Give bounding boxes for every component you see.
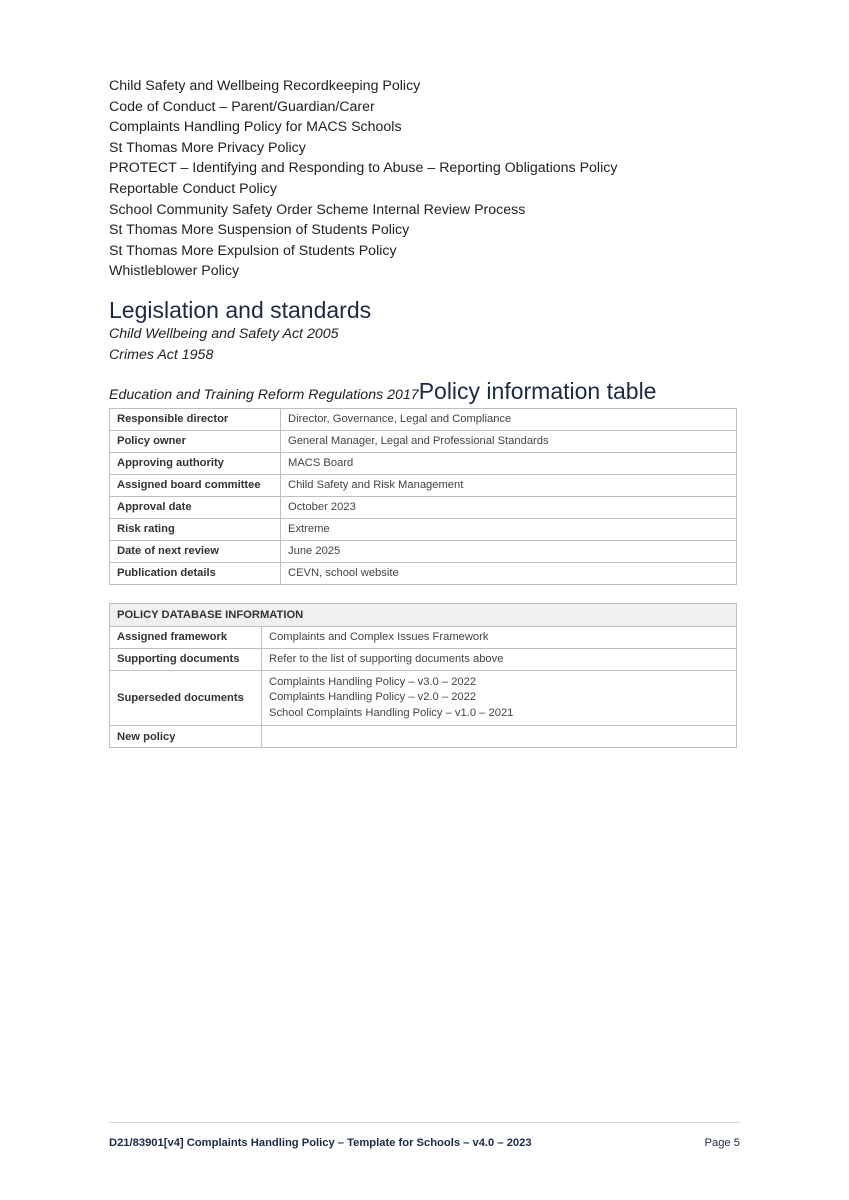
row-value: October 2023 bbox=[281, 496, 737, 518]
page-number: Page 5 bbox=[704, 1137, 740, 1149]
table-row bbox=[110, 670, 737, 726]
row-key: Approval date bbox=[110, 496, 281, 518]
table-row bbox=[110, 540, 737, 562]
row-value: Complaints and Complex Issues Framework bbox=[262, 626, 737, 648]
row-key: Superseded documents bbox=[110, 670, 262, 726]
row-value: Refer to the list of supporting documents above bbox=[262, 648, 737, 670]
row-key: Publication details bbox=[110, 562, 281, 584]
row-value bbox=[262, 726, 737, 748]
table-row bbox=[110, 518, 737, 540]
policy-info-heading: Policy information table bbox=[418, 378, 657, 405]
list-item: Child Safety and Wellbeing Recordkeeping Policy bbox=[109, 78, 421, 94]
row-key: Risk rating bbox=[110, 518, 281, 540]
policy-info-table bbox=[109, 408, 737, 585]
row-key: Assigned framework bbox=[110, 626, 262, 648]
legislation-item: Education and Training Reform Regulations 2017 bbox=[109, 387, 419, 404]
table-row bbox=[110, 726, 737, 748]
row-value: June 2025 bbox=[281, 540, 737, 562]
table-header: POLICY DATABASE INFORMATION bbox=[110, 603, 737, 626]
page-content bbox=[109, 76, 739, 748]
row-value bbox=[262, 670, 737, 726]
policy-database-table bbox=[109, 603, 737, 749]
row-value: CEVN, school website bbox=[281, 562, 737, 584]
list-item: Code of Conduct – Parent/Guardian/Carer bbox=[109, 98, 375, 115]
row-value: Child Safety and Risk Management bbox=[281, 474, 737, 496]
row-key: New policy bbox=[110, 726, 262, 748]
list-item: Complaints Handling Policy for MACS Schools bbox=[109, 119, 402, 136]
document-reference: D21/83901[v4] Complaints Handling Policy – Template for Schools – v4.0 – 2023 bbox=[109, 1137, 532, 1149]
legislation-heading: Legislation and standards bbox=[109, 296, 372, 323]
superseded-item: Complaints Handling Policy – v3.0 – 2022 bbox=[269, 675, 477, 688]
table-row bbox=[110, 648, 737, 670]
table-row bbox=[110, 626, 737, 648]
row-value: MACS Board bbox=[281, 452, 737, 474]
table-row bbox=[110, 562, 737, 584]
list-item: School Community Safety Order Scheme Internal Review Process bbox=[109, 201, 526, 218]
row-value: General Manager, Legal and Professional Standards bbox=[281, 430, 737, 452]
row-key: Assigned board committee bbox=[110, 474, 281, 496]
row-key: Policy owner bbox=[110, 430, 281, 452]
superseded-item: Complaints Handling Policy – v2.0 – 2022 bbox=[269, 691, 477, 704]
table-row bbox=[110, 474, 737, 496]
list-item: Reportable Conduct Policy bbox=[109, 180, 277, 197]
list-item: St Thomas More Privacy Policy bbox=[109, 139, 306, 156]
row-key: Date of next review bbox=[110, 540, 281, 562]
table-row bbox=[110, 430, 737, 452]
legislation-item: Crimes Act 1958 bbox=[109, 346, 214, 363]
superseded-item: School Complaints Handling Policy – v1.0 – 2021 bbox=[269, 706, 514, 719]
list-item: St Thomas More Expulsion of Students Policy bbox=[109, 242, 397, 259]
page-footer bbox=[109, 1122, 740, 1149]
table-row bbox=[110, 496, 737, 518]
row-key: Supporting documents bbox=[110, 648, 262, 670]
supporting-documents-list bbox=[109, 76, 739, 282]
table-row bbox=[110, 408, 737, 430]
row-value: Extreme bbox=[281, 518, 737, 540]
list-item: St Thomas More Suspension of Students Policy bbox=[109, 222, 410, 239]
row-key: Responsible director bbox=[110, 408, 281, 430]
legislation-line bbox=[109, 377, 739, 406]
list-item: Whistleblower Policy bbox=[109, 263, 240, 280]
legislation-item: Child Wellbeing and Safety Act 2005 bbox=[109, 325, 339, 342]
row-value: Director, Governance, Legal and Compliance bbox=[281, 408, 737, 430]
table-row bbox=[110, 452, 737, 474]
row-key: Approving authority bbox=[110, 452, 281, 474]
table-header-row bbox=[110, 603, 737, 626]
list-item: PROTECT – Identifying and Responding to Abuse – Reporting Obligations Policy bbox=[109, 160, 618, 177]
